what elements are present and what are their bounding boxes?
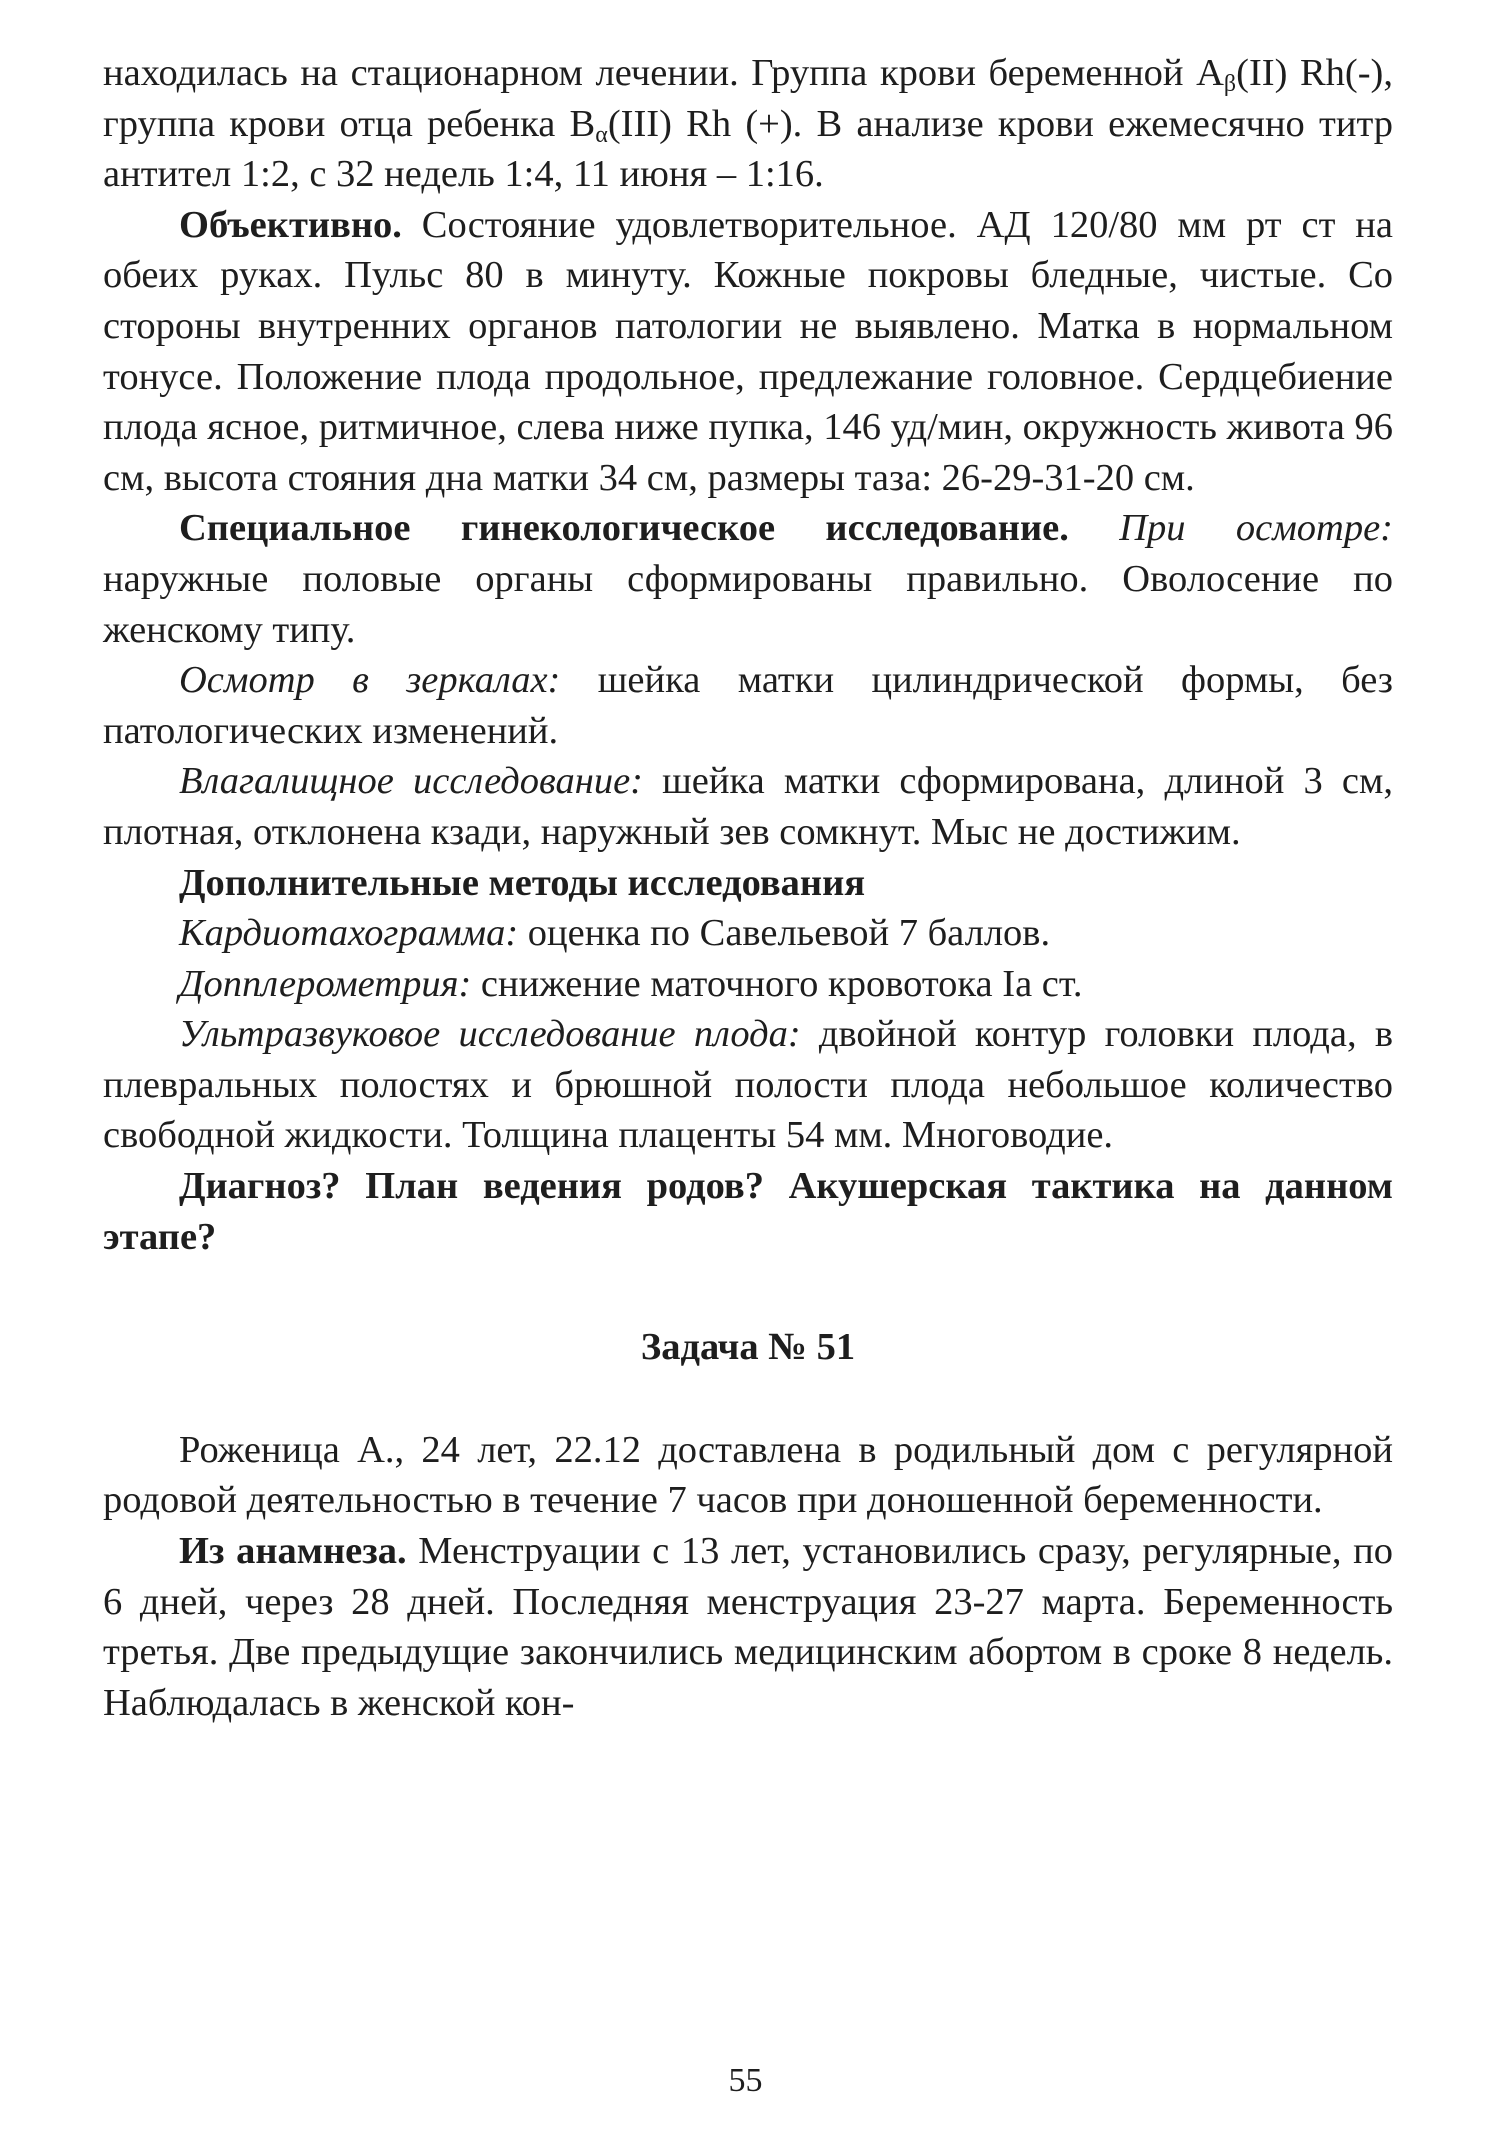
section-label: Из анамнеза. [179,1530,407,1573]
paragraph-vaginal-exam: Влагалищное исследование: шейка матки сформирована, длиной 3 см, плотная, отклонена кзади, наружный зев сомкнут. Мыс не достижим. [103,760,1393,853]
page-number: 55 [728,2062,763,2099]
paragraph-gynecological-exam: Специальное гинекологическое исследование. При осмотре: наружные половые органы сформированы правильно. Оволосение по женскому типу. [103,507,1393,651]
section-label: Специальное гинекологическое исследование. [179,507,1069,550]
paragraph-speculum-exam: Осмотр в зеркалах: шейка матки цилиндрической формы, без патологических изменений. [103,659,1394,752]
paragraph-objective: Объективно. Состояние удовлетворительное. АД 120/80 мм рт ст на обеих руках. Пульс 80 в минуту. Кожные покровы бледные, чистые. Со стороны внутренних органов патологии не выявлено. Матка в нормальном тонусе. Положение плода продольное, предлежание головное. Сердцебиение плода ясное, ритмичное, слева ниже пупка, 146 уд/мин, окружность живота 96 см, высота стояния дна матки 34 см, размеры таза: 26-29-31-20 см. [103,203,1393,499]
questions-text: Диагноз? План ведения родов? Акушерская тактика на данном этапе? [103,1165,1393,1258]
paragraph-task-intro: Роженица А., 24 лет, 22.12 доставлена в родильный дом с регулярной родовой деятельностью в течение 7 часов при доношенной беременности. [103,1428,1393,1522]
paragraph-doppler: Допплерометрия: снижение маточного кровотока Ia ст. [179,962,1083,1005]
paragraph-ctg: Кардиотахограмма: оценка по Савельевой 7 баллов. [179,912,1051,955]
blood-group-subscript: α [595,121,608,148]
blood-group-subscript: β [1223,71,1237,97]
paragraph-additional-methods [103,858,1393,909]
body-text [103,48,1393,1728]
paragraph-ultrasound: Ультразвуковое исследование плода: двойной контур головки плода, в плевральных полостях и брюшной полости плода небольшое количество свободной жидкости. Толщина плаценты 54 мм. Многоводие. [103,1013,1393,1157]
section-label: Дополнительные методы исследования [179,861,866,904]
paragraph-anamnesis: Из анамнеза. Менструации с 13 лет, установились сразу, регулярные, по 6 дней, через 28 дней. Последняя менструация 23-27 марта. Беременность третья. Две предыдущие закончились медицинским абортом в сроке 8 недель. Наблюдалась в женской кон- [103,1530,1393,1724]
section-label: Объективно. [179,203,402,246]
paragraph-anamnesis-continued: находилась на стационарном лечении. Группа крови беременной $A_\beta(II)$ Rh(-), группа крови отца ребенка $B_\alpha(III)$ Rh (+). В анализе крови ежемесячно титр антител 1:2, с 32 недель 1:4, 11 июня – 1:16. [103,52,1394,196]
task-title: Задача № 51 [640,1326,856,1369]
paragraph-questions [103,1161,1393,1262]
